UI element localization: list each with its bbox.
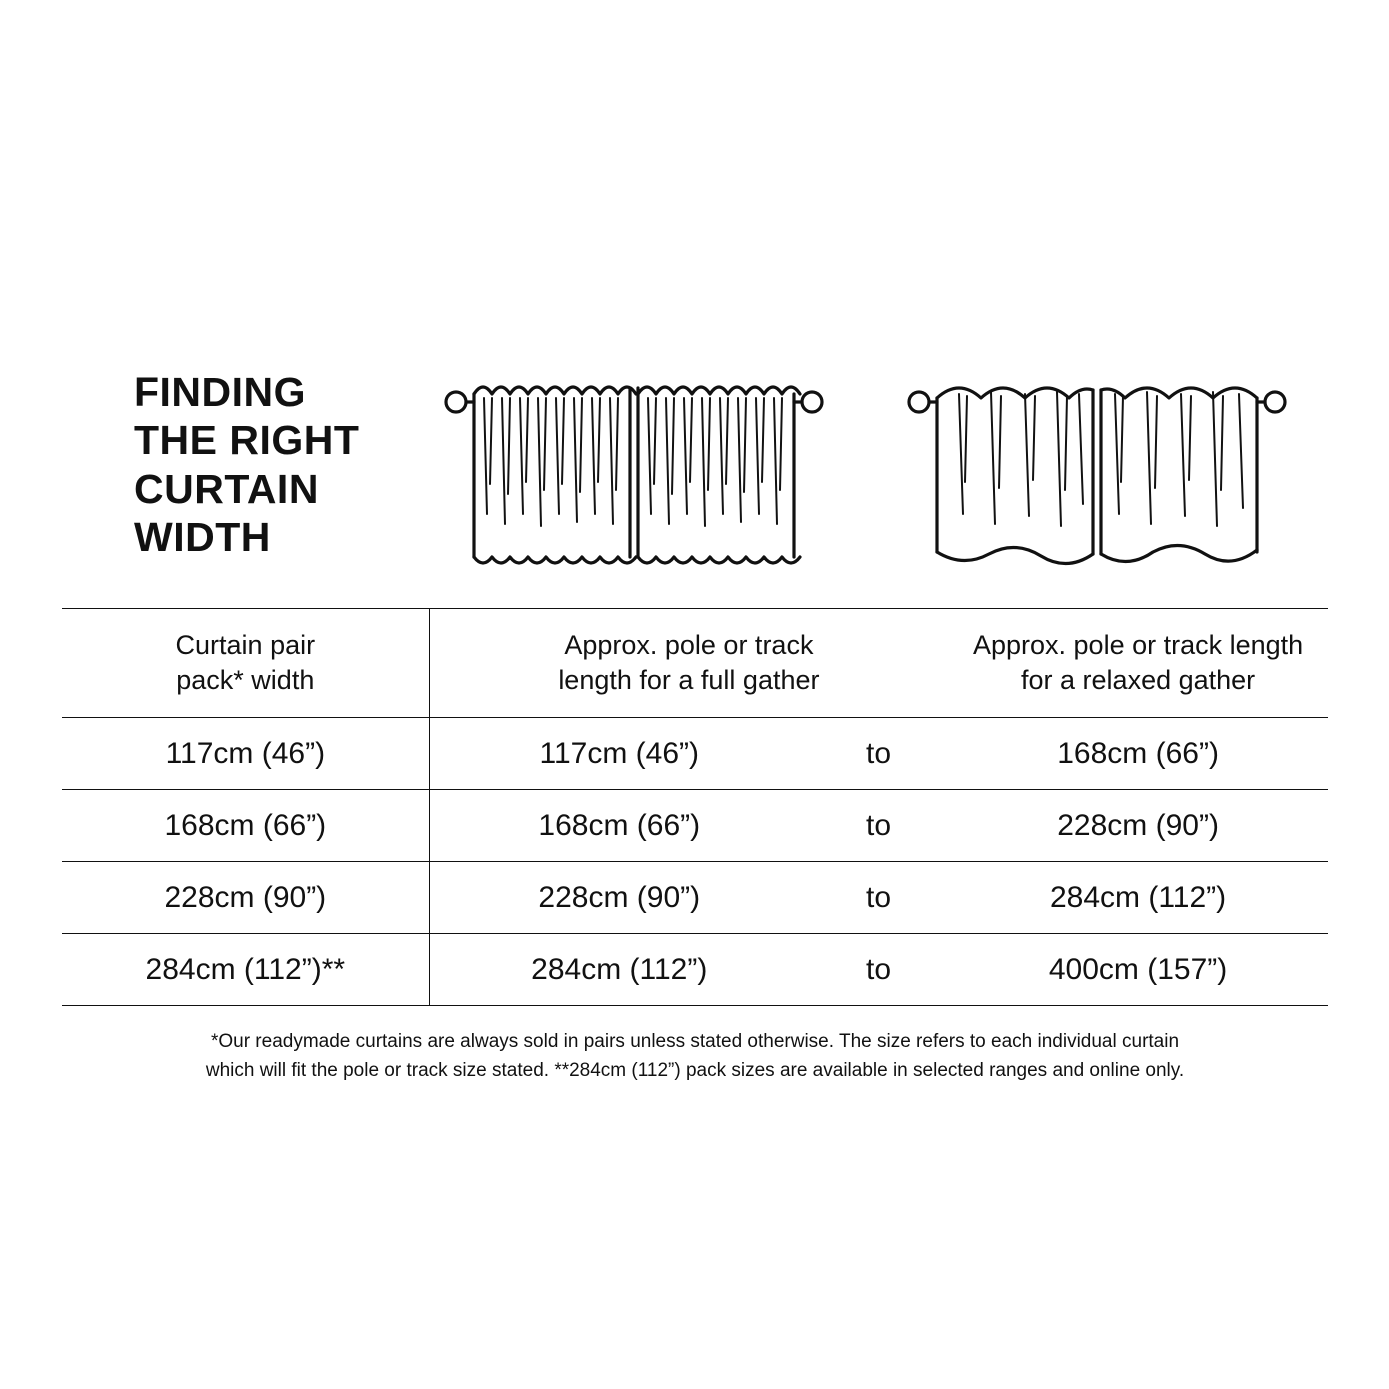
- cell-to: to: [809, 862, 948, 934]
- table-row: [62, 790, 1328, 862]
- header-pack-width-line-2: pack* width: [176, 665, 315, 695]
- page-title-line-3: CURTAIN: [134, 465, 319, 512]
- header-relaxed-gather-line-1: Approx. pole or track length: [972, 629, 1304, 660]
- illustrations: [402, 360, 1328, 579]
- table-row: [62, 934, 1328, 1006]
- header-full-gather-line-2: length for a full gather: [558, 665, 820, 695]
- cell-to: to: [809, 934, 948, 1006]
- cell-relaxed-gather: 168cm (66”): [948, 718, 1328, 790]
- cell-pack-width: 228cm (90”): [62, 862, 429, 934]
- page-title-line-4: WIDTH: [134, 514, 271, 561]
- header-row: [62, 360, 1328, 608]
- header-full-gather-line-1: Approx. pole or track: [564, 629, 814, 660]
- table-row: [62, 718, 1328, 790]
- cell-pack-width: 117cm (46”): [62, 718, 429, 790]
- relaxed-gather-curtain-illustration: [907, 364, 1287, 579]
- header-full-gather: [429, 609, 948, 718]
- header-relaxed-gather-line-2: for a relaxed gather: [1021, 665, 1256, 695]
- cell-relaxed-gather: 284cm (112”): [948, 862, 1328, 934]
- full-gather-curtain-illustration: [444, 364, 824, 579]
- cell-to: to: [809, 718, 948, 790]
- cell-relaxed-gather: 400cm (157”): [948, 934, 1328, 1006]
- footnote-line-2: which will fit the pole or track size stated. **284cm (112”) pack sizes are available in selected ranges and online only.: [205, 1059, 1185, 1081]
- page-title-line-1: FINDING: [134, 369, 307, 415]
- cell-pack-width: 284cm (112”)**: [62, 934, 429, 1006]
- table-row: [62, 862, 1328, 934]
- page-title-line-2: THE RIGHT: [134, 417, 360, 464]
- cell-full-gather: 284cm (112”): [429, 934, 809, 1006]
- table-header-row: [62, 609, 1328, 718]
- footnote-line-1: *Our readymade curtains are always sold in pairs unless stated otherwise. The size refers to each individual curtain: [210, 1031, 1180, 1052]
- header-pack-width: [62, 609, 429, 718]
- cell-full-gather: 117cm (46”): [429, 718, 809, 790]
- page-title: [62, 360, 402, 562]
- guide-content: [62, 360, 1328, 1085]
- header-relaxed-gather: [948, 609, 1328, 718]
- header-pack-width-line-1: Curtain pair: [175, 629, 316, 660]
- cell-full-gather: 228cm (90”): [429, 862, 809, 934]
- cell-to: to: [809, 790, 948, 862]
- cell-full-gather: 168cm (66”): [429, 790, 809, 862]
- curtain-width-table: [62, 608, 1328, 1006]
- footnote: [62, 1028, 1328, 1085]
- cell-pack-width: 168cm (66”): [62, 790, 429, 862]
- cell-relaxed-gather: 228cm (90”): [948, 790, 1328, 862]
